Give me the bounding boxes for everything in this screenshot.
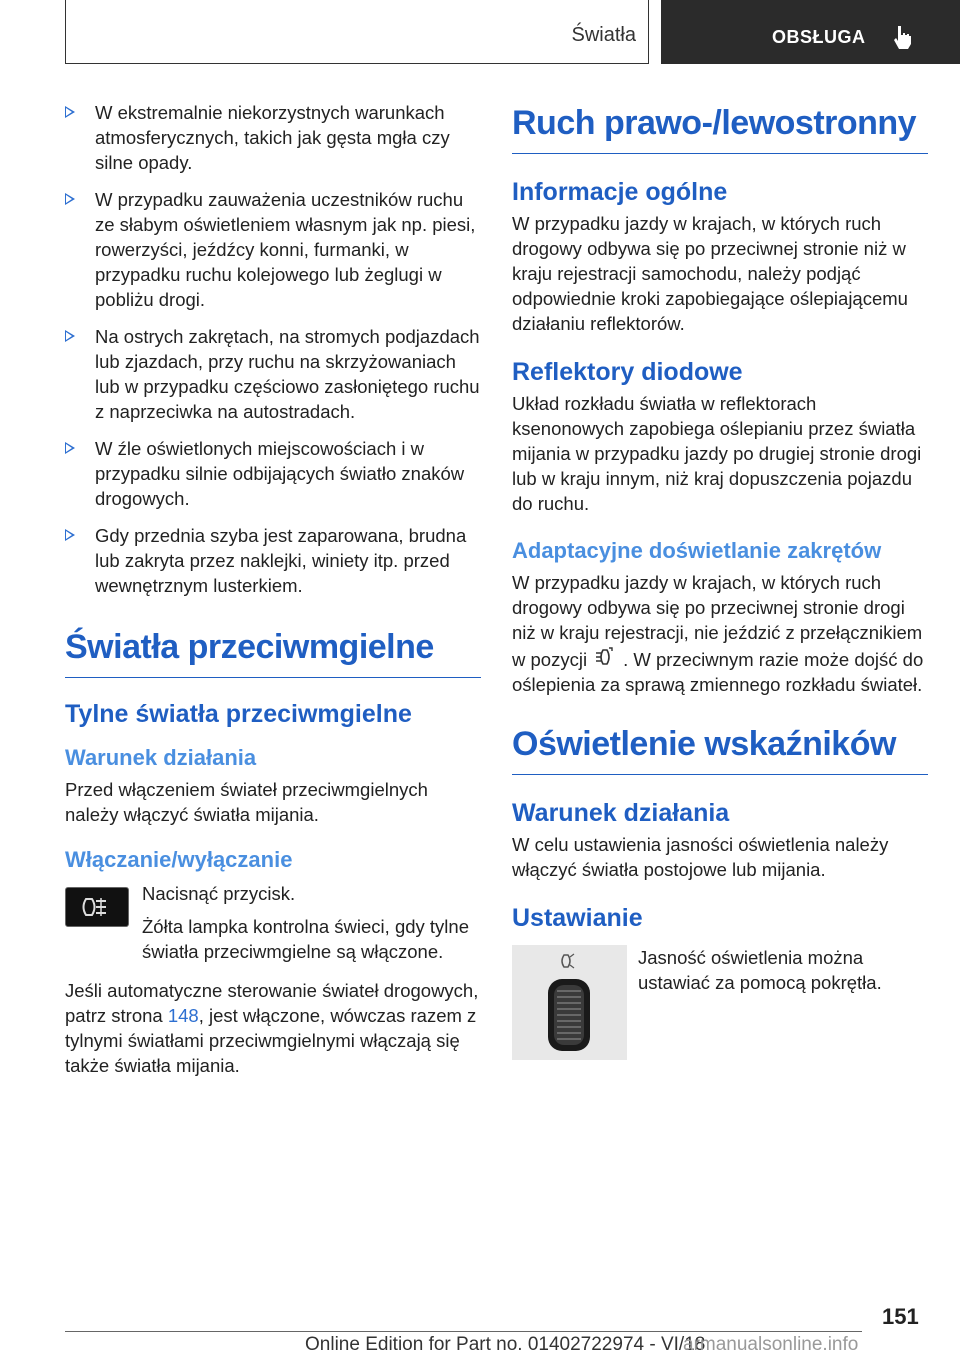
page-link[interactable]: 148 bbox=[167, 1005, 199, 1026]
bullet-triangle-icon bbox=[65, 442, 75, 454]
heading-condition: Warunek działania bbox=[65, 745, 257, 770]
auto-high-beam-text: Jeśli automatyczne sterowanie świateł drogowych, patrz strona 148, jest włączone, wówczas razem z tylnymi światłami przeciwmgielnymi włączają się także światła mijania. bbox=[65, 980, 479, 1076]
tab-label: OBSŁUGA bbox=[772, 27, 866, 47]
heading-fog-lights: Światła przeciwmgielne bbox=[65, 628, 481, 678]
header-section-box bbox=[65, 0, 649, 64]
heading-instrument-lighting: Oświetlenie wskaźników bbox=[512, 725, 928, 775]
condition-right-text: W celu ustawienia jasności oświetlenia należy włączyć światła postojowe lub mijania. bbox=[512, 834, 889, 880]
rear-fog-light-icon bbox=[66, 888, 128, 926]
heading-general-info: Informacje ogólne bbox=[512, 178, 728, 206]
bullet-triangle-icon bbox=[65, 529, 75, 541]
brightness-dial-icon[interactable] bbox=[512, 945, 627, 1060]
list-item: W przypadku zauważenia uczestników ruchu ze słabym oświetleniem własnym jak np. piesi, rowerzyści, jeźdźcy konni, furmanki, w przypadku ruchu kolejowego lub żeglugi w pobliżu drogi. bbox=[65, 187, 481, 312]
bullet-triangle-icon bbox=[65, 106, 75, 118]
press-button-text: Nacisnąć przycisk. bbox=[142, 883, 296, 904]
list-item: W źle oświetlonych miejscowościach i w przypadku silnie odbijających światło znaków drogowych. bbox=[65, 436, 481, 511]
general-info-text: W przypadku jazdy w krajach, w których ruch drogowy odbywa się po przeciwnej stronie niż w kraju rejestracji samochodu, należy podjąć odpowiednie kroki zapobiegające oślepiającemu działaniu reflektorów. bbox=[512, 213, 908, 334]
edition-text: Online Edition for Part no. 01402722974 - VI/18 bbox=[305, 1334, 706, 1355]
watermark: armanualsonline.info bbox=[683, 1334, 859, 1355]
adaptive-text: W przypadku jazdy w krajach, w których ruch drogowy odbywa się po przeciwnej stronie drogi niż w kraju rejestracji, nie jeździć z przełącznikiem w pozycji . W przeciwnym razie może dojść do oślepienia za sprawą zmiennego rozkładu świateł. bbox=[512, 572, 924, 695]
left-column bbox=[65, 100, 481, 1078]
setting-block bbox=[512, 945, 928, 1060]
list-item: Na ostrych zakrętach, na stromych podjazdach lub zjazdach, przy ruchu na skrzyżowaniach lub w przypadku częściowo zasłoniętego ruchu z naprzeciwka na autostradach. bbox=[65, 324, 481, 424]
led-text: Układ rozkładu światła w reflektorach ksenonowych zapobiega oślepianiu przez światła mijania w przypadku jazdy po drugiej stronie drogi lub w kraju innym, niż kraj dopuszczenia pojazdu do ruchu. bbox=[512, 393, 922, 514]
heading-on-off: Włączanie/wyłączanie bbox=[65, 847, 293, 872]
heading-rear-fog-lights: Tylne światła przeciwmgielne bbox=[65, 700, 412, 728]
pointing-hand-icon bbox=[892, 24, 914, 50]
section-title: Światła bbox=[571, 24, 636, 46]
page-number: 151 bbox=[882, 1304, 919, 1329]
setting-text: Jasność oświetlenia można ustawiać za pomocą pokrętła. bbox=[638, 947, 882, 993]
bullet-triangle-icon bbox=[65, 330, 75, 342]
bullet-triangle-icon bbox=[65, 193, 75, 205]
conditions-list bbox=[65, 100, 481, 598]
heading-adaptive-lighting: Adaptacyjne doświetlanie zakrętów bbox=[512, 538, 882, 563]
rear-fog-button[interactable] bbox=[65, 887, 129, 927]
indicator-text: Żółta lampka kontrolna świeci, gdy tylne światła przeciwmgielne są włączone. bbox=[142, 916, 469, 962]
heading-traffic-side: Ruch prawo-/lewostronny bbox=[512, 104, 928, 154]
heading-led-headlights: Reflektory diodowe bbox=[512, 358, 743, 386]
list-item: Gdy przednia szyba jest zaparowana, brudna lub zakryta przez naklejki, winiety itp. przed wewnętrznym lusterkiem. bbox=[65, 523, 481, 598]
button-instruction bbox=[65, 881, 481, 964]
heading-condition-right: Warunek działania bbox=[512, 799, 730, 827]
right-column bbox=[512, 100, 928, 1060]
condition-text: Przed włączeniem świateł przeciwmgielnych należy włączyć światła mijania. bbox=[65, 779, 428, 825]
brightness-dial-image bbox=[512, 945, 627, 1060]
footer-divider bbox=[65, 1331, 862, 1332]
list-item: W ekstremalnie niekorzystnych warunkach atmosferycznych, takich jak gęsta mgła czy silne opady. bbox=[65, 100, 481, 175]
header-tab[interactable] bbox=[661, 0, 960, 64]
light-switch-position-icon bbox=[593, 645, 617, 669]
heading-setting: Ustawianie bbox=[512, 904, 643, 932]
